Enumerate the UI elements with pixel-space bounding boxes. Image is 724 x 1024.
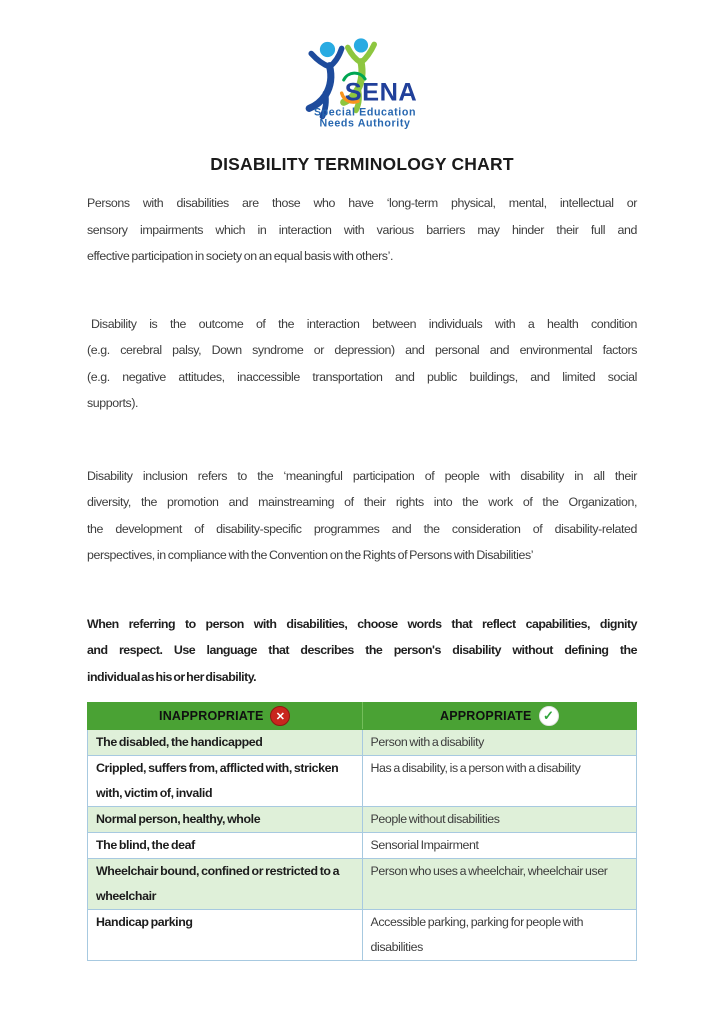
- paragraph-line: Disability is the outcome of the interaction between individuals with a health condition: [91, 316, 637, 331]
- document-body: [87, 190, 637, 961]
- inappropriate-term: Wheelchair bound, confined or restricted to a wheelchair: [88, 859, 363, 910]
- logo-abbr-text: SENA: [344, 78, 418, 107]
- paragraph-persons-with-disabilities: [87, 190, 637, 270]
- appropriate-term: Sensorial Impairment: [362, 833, 637, 859]
- paragraph-line: supports).: [87, 396, 139, 410]
- paragraph-line: and respect. Use language that describes the person's disability without defining the: [87, 643, 637, 657]
- table-header-row: [88, 703, 637, 730]
- paragraph-disability-inclusion: [87, 463, 637, 569]
- paragraph-disability-outcome: [87, 311, 637, 417]
- logo-container: [0, 0, 724, 135]
- paragraph-line: perspectives, in compliance with the Convention on the Rights of Persons with Disabilities’: [87, 548, 534, 562]
- terminology-table: [87, 702, 637, 961]
- table-row: [88, 833, 637, 859]
- logo-name-line2: Needs Authority: [319, 117, 411, 130]
- appropriate-term: Person with a disability: [362, 730, 637, 756]
- x-circle-icon: [270, 706, 290, 726]
- appropriate-column-header: [362, 703, 637, 730]
- paragraph-line: When referring to person with disabilities, choose words that reflect capabilities, dignity: [87, 616, 637, 631]
- blue-figure: [309, 42, 341, 117]
- inappropriate-term: Crippled, suffers from, afflicted with, stricken with, victim of, invalid: [88, 756, 363, 807]
- paragraph-line: sensory impairments which in interaction with various barriers may hinder their full and: [87, 222, 637, 237]
- paragraph-line: effective participation in society on an equal basis with others’.: [87, 249, 393, 263]
- paragraph-when-referring: [87, 611, 637, 691]
- inappropriate-term: The blind, the deaf: [88, 833, 363, 859]
- paragraph-line: Persons with disabilities are those who have ‘long-term physical, mental, intellectual or: [87, 196, 637, 210]
- check-circle-icon: [539, 706, 559, 726]
- paragraph-line: (e.g. cerebral palsy, Down syndrome or depression) and personal and environmental factors: [87, 343, 637, 357]
- sena-logo: [296, 36, 428, 130]
- appropriate-term: Person who uses a wheelchair, wheelchair user: [362, 859, 637, 910]
- inappropriate-term: Normal person, healthy, whole: [88, 807, 363, 833]
- paragraph-line: Disability inclusion refers to the ‘meaningful participation of people with disability in all their: [87, 468, 637, 483]
- inappropriate-term: Handicap parking: [88, 910, 363, 961]
- page-title: DISABILITY TERMINOLOGY CHART: [210, 154, 514, 174]
- green-figure-head: [354, 38, 368, 52]
- x-glyph: ✕: [275, 710, 286, 723]
- appropriate-header-label: APPROPRIATE: [439, 709, 532, 723]
- table-row: [88, 910, 637, 961]
- check-glyph: ✓: [542, 708, 555, 723]
- table-row: [88, 859, 637, 910]
- inappropriate-term: The disabled, the handicapped: [88, 730, 363, 756]
- paragraph-line: individual as his or her disability.: [87, 669, 257, 684]
- inappropriate-header-label: INAPPROPRIATE: [159, 709, 264, 723]
- appropriate-term: People without disabilities: [362, 807, 637, 833]
- table-row: [88, 756, 637, 807]
- paragraph-line: (e.g. negative attitudes, inaccessible transportation and public buildings, and limited social: [87, 369, 637, 384]
- table-row: [88, 807, 637, 833]
- appropriate-term: Accessible parking, parking for people with disabilities: [362, 910, 637, 961]
- blue-figure-head: [320, 42, 335, 57]
- appropriate-term: Has a disability, is a person with a disability: [362, 756, 637, 807]
- paragraph-line: the development of disability-specific programmes and the consideration of disability-related: [87, 521, 637, 536]
- inappropriate-column-header: [88, 703, 363, 730]
- paragraph-line: diversity, the promotion and mainstreaming of their rights into the work of the Organization,: [87, 495, 637, 509]
- table-row: [88, 730, 637, 756]
- logo-name-line1: Special Education: [313, 106, 417, 119]
